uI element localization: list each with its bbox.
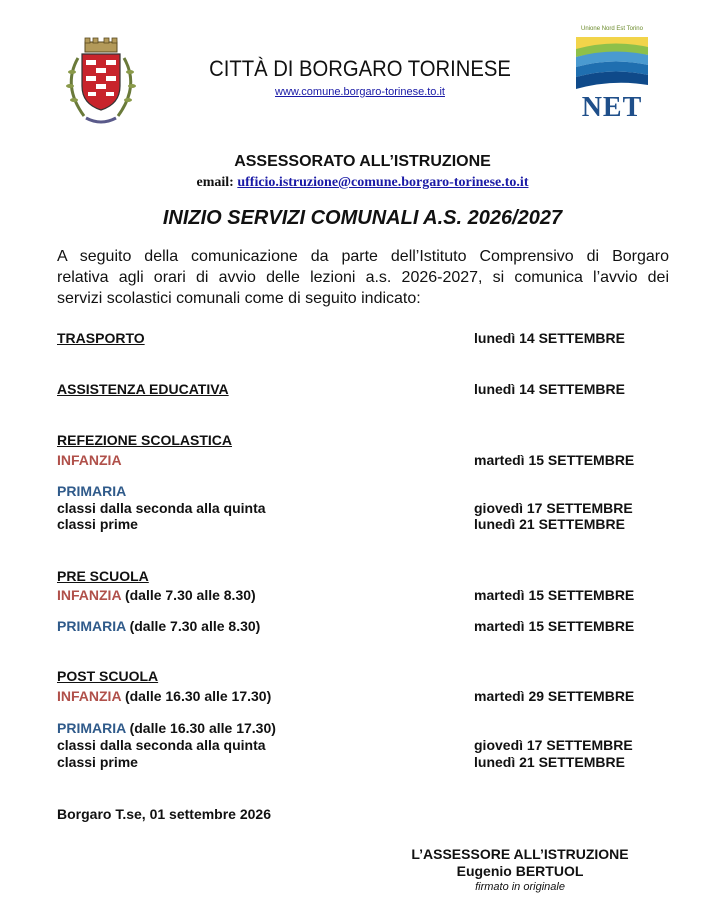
postscuola-infanzia-label: INFANZIA [57, 688, 122, 704]
service-assistenza-date: lunedì 14 SETTEMBRE [474, 381, 625, 397]
refezione-row-label: classi prime [57, 516, 138, 532]
office-email-line [0, 174, 720, 191]
document-title: INIZIO SERVIZI COMUNALI A.S. 2026/2027 [162, 207, 563, 229]
service-prescuola-label: PRE SCUOLA [57, 568, 149, 584]
signature-name: Eugenio BERTUOL [456, 863, 584, 879]
postscuola-row-date: giovedì 17 SETTEMBRE [474, 737, 633, 753]
postscuola-infanzia-hours: (dalle 16.30 alle 17.30) [124, 688, 272, 704]
refezione-row-label: classi dalla seconda alla quinta [57, 500, 266, 516]
refezione-row-date: giovedì 17 SETTEMBRE [474, 500, 633, 516]
net-logo-waves-icon [572, 35, 652, 93]
signature-block [400, 846, 640, 894]
postscuola-row-date: lunedì 21 SETTEMBRE [474, 754, 625, 770]
postscuola-row-label: classi dalla seconda alla quinta [57, 737, 266, 753]
refezione-infanzia-date: martedì 15 SETTEMBRE [474, 452, 635, 468]
refezione-row-date: lunedì 21 SETTEMBRE [474, 516, 625, 532]
city-title: CITTÀ DI BORGARO TORINESE [209, 56, 511, 81]
email-label: email: [196, 175, 234, 190]
service-refezione-label: REFEZIONE SCOLASTICA [57, 432, 233, 448]
service-assistenza-label: ASSISTENZA EDUCATIVA [57, 381, 229, 397]
office-title: ASSESSORATO ALL’ISTRUZIONE [234, 153, 491, 170]
service-postscuola-label: POST SCUOLA [57, 668, 159, 684]
postscuola-primaria-label: PRIMARIA [57, 720, 126, 736]
intro-paragraph [57, 246, 669, 309]
postscuola-row-label: classi prime [57, 754, 138, 770]
net-logo-caption: Unione Nord Est Torino [581, 26, 643, 32]
postscuola-primaria-row [57, 720, 276, 737]
intro-line: A seguito della comunicazione da parte dell’Istituto Comprensivo di Borgaro [57, 248, 669, 265]
refezione-primaria-label: PRIMARIA [57, 483, 127, 499]
prescuola-primaria-row [57, 618, 260, 635]
postscuola-primaria-hours: (dalle 16.30 alle 17.30) [129, 720, 276, 736]
service-trasporto-label: TRASPORTO [57, 330, 145, 346]
prescuola-infanzia-row [57, 587, 256, 604]
prescuola-infanzia-label: INFANZIA [57, 587, 122, 603]
prescuola-infanzia-date: martedì 15 SETTEMBRE [474, 587, 635, 603]
net-logo-text: NET [581, 92, 643, 123]
prescuola-primaria-hours: (dalle 7.30 alle 8.30) [129, 618, 261, 634]
email-link[interactable]: ufficio.istruzione@comune.borgaro-torinese.to.it [237, 175, 529, 190]
postscuola-infanzia-row [57, 688, 271, 705]
postscuola-infanzia-date: martedì 29 SETTEMBRE [474, 688, 635, 704]
prescuola-primaria-date: martedì 15 SETTEMBRE [474, 618, 635, 634]
city-website-link[interactable]: www.comune.borgaro-torinese.to.it [275, 86, 445, 98]
prescuola-infanzia-hours: (dalle 7.30 alle 8.30) [124, 587, 256, 603]
service-trasporto-date: lunedì 14 SETTEMBRE [474, 330, 625, 346]
coat-of-arms-logo [58, 36, 144, 128]
intro-line: servizi scolastici comunali come di seguito indicato: [57, 290, 421, 307]
signature-note: firmato in originale [475, 881, 565, 893]
prescuola-primaria-label: PRIMARIA [57, 618, 126, 634]
signature-role: L’ASSESSORE ALL’ISTRUZIONE [411, 846, 629, 862]
refezione-infanzia-label: INFANZIA [57, 452, 122, 468]
net-logo [572, 26, 652, 128]
place-date: Borgaro T.se, 01 settembre 2026 [57, 806, 271, 822]
intro-line: relativa agli orari di avvio delle lezioni a.s. 2026-2027, si comunica l’avvio dei [57, 269, 669, 286]
